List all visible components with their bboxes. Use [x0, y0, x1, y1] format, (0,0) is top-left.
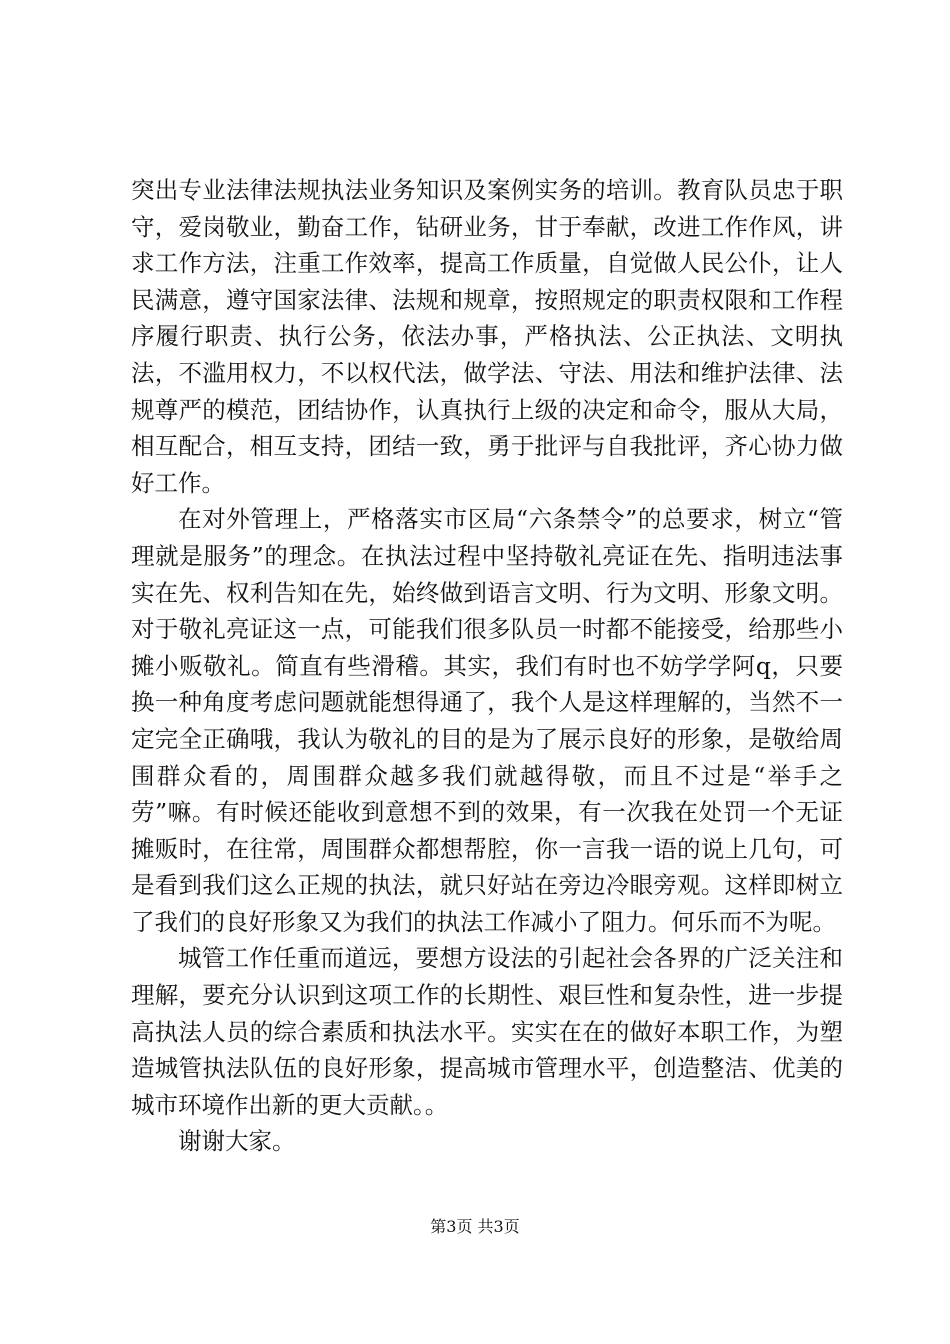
page-footer: 第3页 共3页 [430, 1217, 520, 1236]
paragraph-2: 在对外管理上，严格落实市区局“六条禁令”的总要求，树立“管理就是服务”的理念。在执法过程中坚持敬礼亮证在先、指明违法事实在先、权利告知在先，始终做到语言文明、行为文明、形象文明。对于敬礼亮证这一点，可能我们很多队员一时都不能接受，给那些小摊小贩敬礼。简直有些滑稽。其实，我们有时也不妨学学阿q，只要换一种角度考虑问题就能想得通了，我个人是这样理解的，当然不一定完全正确哦，我认为敬礼的目的是为了展示良好的形象，是敬给周围群众看的，周围群众越多我们就越得敬，而且不过是“举手之劳”嘛。有时候还能收到意想不到的效果，有一次我在处罚一个无证摊贩时，在往常，周围群众都想帮腔，你一言我一语的说上几句，可是看到我们这么正规的执法，就只好站在旁边冷眼旁观。这样即树立了我们的良好形象又为我们的执法工作减小了阻力。何乐而不为呢。 [131, 505, 843, 936]
body-text [131, 172, 843, 1160]
paragraph-3: 城管工作任重而道远，要想方设法的引起社会各界的广泛关注和理解，要充分认识到这项工作的长期性、艰巨性和复杂性，进一步提高执法人员的综合素质和执法水平。实实在在的做好本职工作，为塑造城管执法队伍的良好形象，提高城市管理水平，创造整洁、优美的城市环境作出新的更大贡献。。 [131, 944, 843, 1119]
paragraph-1: 突出专业法律法规执法业务知识及案例实务的培训。教育队员忠于职守，爱岗敬业，勤奋工作，钻研业务，甘于奉献，改进工作作风，讲求工作方法，注重工作效率，提高工作质量，自觉做人民公仆，让人民满意，遵守国家法律、法规和规章，按照规定的职责权限和工作程序履行职责、执行公务，依法办事，严格执法、公正执法、文明执法，不滥用权力，不以权代法，做学法、守法、用法和维护法律、法规尊严的模范，团结协作，认真执行上级的决定和命令，服从大局，相互配合，相互支持，团结一致，勇于批评与自我批评，齐心协力做好工作。 [131, 176, 843, 497]
paragraph-4: 谢谢大家。 [178, 1127, 296, 1156]
